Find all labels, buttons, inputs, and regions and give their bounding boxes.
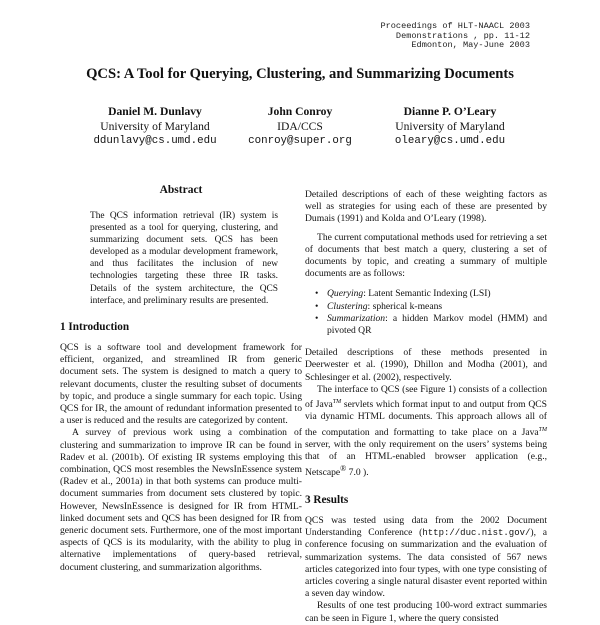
- trademark-mark: TM: [332, 399, 342, 406]
- author-email: oleary@cs.umd.edu: [394, 135, 506, 147]
- paragraph: Detailed descriptions of each of these weighting factors as well as strategies for using each of these are presented by Dumais (1991) and Kolda and O’Leary (1998).: [305, 189, 547, 225]
- section-heading-results: 3 Results: [305, 494, 349, 506]
- paragraph: The current computational methods used for retrieving a set of documents that best match a query, clustering a set of documents by topic, and creating a summary of multiple documents are as follows:: [305, 231, 547, 280]
- author-email: conroy@super.org: [248, 135, 352, 147]
- list-item: [305, 301, 547, 313]
- paragraph: QCS is a software tool and development framework for efficient, organized, and streamlined IR from generic document sets. The system is designed to match a query to relevant documents, cluster the resulting subset of documents by topic, and produce a single summary for each topic. Using QCS for IR, the amount of redundant information presented to a user is reduced and the results are categorized by content.: [60, 342, 302, 427]
- paragraph: Detailed descriptions of these methods presented in Deerwester et al. (1990), Dhillon and Modha (2001), and Schlesinger et al. (2002), respectively.: [305, 347, 547, 383]
- author-name: Dianne P. O’Leary: [403, 105, 497, 118]
- text-run: 7.0 ).: [346, 467, 369, 479]
- paragraph: Results of one test producing 100-word extract summaries can be seen in Figure 1, where the query consisted: [305, 600, 547, 624]
- author-name: John Conroy: [267, 105, 333, 118]
- list-desc: : Latent Semantic Indexing (LSI): [363, 288, 491, 300]
- author-email: ddunlavy@cs.umd.edu: [93, 135, 217, 147]
- proceedings-line: Demonstrations , pp. 11-12: [395, 30, 530, 41]
- paper-title: QCS: A Tool for Querying, Clustering, and Summarizing Documents: [86, 66, 514, 82]
- abstract-text: The QCS information retrieval (IR) system is presented as a tool for querying, clustering, and summarizing document sets. QCS has been developed as a modular development framework, and thus facilitates the inclusion of new technologies targeting these three IR tasks. Details of the system architecture, the QCS interface, and preliminary results are presented.: [90, 211, 278, 306]
- author-block: [240, 104, 360, 149]
- list-desc: : a hidden Markov model (HMM) and pivoted QR: [327, 312, 547, 337]
- right-column-body: [305, 189, 547, 480]
- author-block: [370, 104, 530, 149]
- results-body: [305, 515, 547, 625]
- text-run: ), a conference focusing on summarization and the evaluation of summarization systems. The data consisted of 567 news articles categorized into four types, with one type consisting of articles covering a single natural disaster event reported within a seven day window.: [305, 527, 547, 600]
- method-list: [305, 288, 547, 337]
- proceedings-header: [380, 22, 530, 51]
- proceedings-line: Edmonton, May-June 2003: [411, 40, 530, 51]
- abstract-heading: Abstract: [159, 184, 203, 196]
- text-run: servlets which format input to and output from QCS via dynamic HTML documents. This approach allows all of the computation and formatting to take place on a Java: [305, 399, 547, 438]
- text-run: The interface to QCS (see Figure 1) consists of a collection of Java: [305, 383, 547, 411]
- paragraph: [305, 515, 547, 600]
- author-affiliation: University of Maryland: [100, 120, 210, 133]
- author-block: [80, 104, 230, 149]
- list-term: Querying: [327, 288, 364, 300]
- list-term: Summarization: [327, 312, 386, 324]
- list-item: [305, 288, 547, 300]
- trademark-mark: TM: [538, 426, 547, 433]
- list-term: Clustering: [327, 300, 368, 312]
- introduction-body: [60, 342, 302, 574]
- text-run: QCS was tested using data from the 2002 Document Understanding Conference (: [305, 515, 547, 539]
- text-run: server, with the only requirement on the users’ systems being that of an HTML-enabled browser application (e.g., Netscape: [305, 439, 547, 479]
- registered-mark: ®: [340, 464, 347, 474]
- author-affiliation: University of Maryland: [395, 120, 505, 133]
- author-name: Daniel M. Dunlavy: [108, 105, 202, 118]
- author-affiliation: IDA/CCS: [277, 120, 323, 133]
- conference-url: http://duc.nist.gov/: [422, 528, 531, 539]
- list-desc: : spherical k-means: [367, 300, 443, 312]
- paragraph: [305, 384, 547, 480]
- paragraph: A survey of previous work using a combination of clustering and summarization to improve IR can be found in Radev et al. (2001b). Of existing IR systems employing this combination, QCS most resembles the NewsInEssence system (Radev et al., 2001a) in that both systems can produce multi-document summaries from document sets clustered by topic. However, NewsInEssence is designed for IR from HTML-linked document sets and QCS has been designed for IR from generic document sets. Furthermore, one of the most important aspects of QCS is its modularity, with the ability to plug in alternative implementations of query-based retrieval, document clustering, and summarization algorithms.: [60, 427, 302, 573]
- proceedings-line: Proceedings of HLT-NAACL 2003: [380, 21, 530, 31]
- list-item: [305, 313, 547, 337]
- section-heading-introduction: 1 Introduction: [60, 321, 130, 333]
